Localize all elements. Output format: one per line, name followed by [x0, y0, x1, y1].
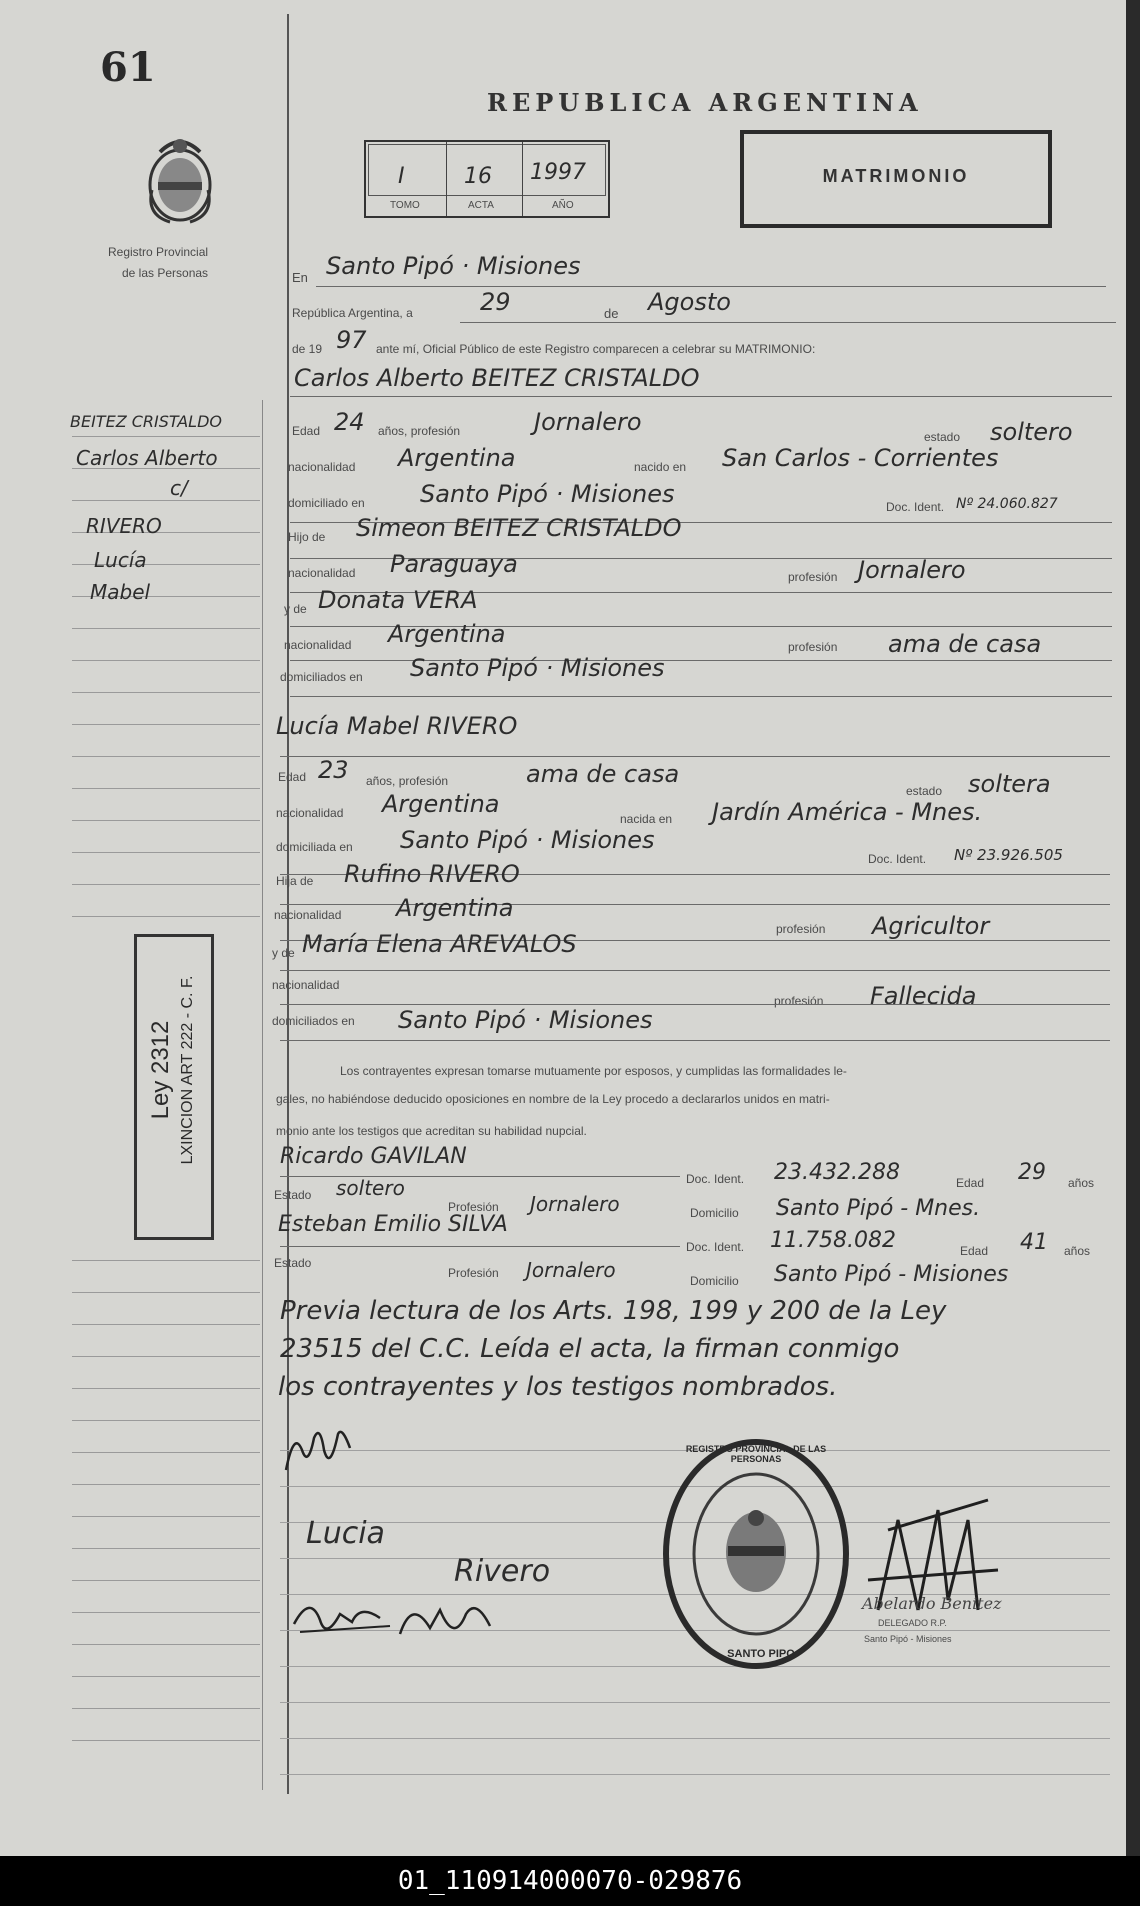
groom-estado: soltero	[990, 418, 1073, 446]
footer-bar	[0, 1856, 1140, 1906]
bride-signature-2: Rivero	[454, 1554, 551, 1589]
witness1-age-label: Edad	[956, 1176, 985, 1190]
margin-note-line6: Mabel	[90, 580, 151, 604]
registry-label-2: de las Personas	[122, 266, 209, 280]
groom-born-label: nacido en	[634, 460, 687, 474]
witness-signature-1	[280, 1420, 360, 1480]
official-name: Abelardo Benitez	[862, 1594, 1002, 1613]
side-stamp-line1: Ley 2312	[147, 1020, 174, 1120]
seal-bottom-text: SANTO PIPO	[727, 1648, 795, 1660]
witness1-dom-label: Domicilio	[690, 1206, 739, 1220]
margin-note-line3: c/	[170, 476, 188, 500]
witness1-estado: soltero	[336, 1176, 405, 1200]
groom-father-nac-label: nacionalidad	[288, 566, 356, 580]
bride-mother-label: y de	[272, 946, 295, 960]
footer-id: 01_110914000070-029876	[397, 1866, 743, 1896]
page-edge	[1126, 0, 1140, 1856]
bride-estado-label: estado	[906, 784, 943, 798]
groom-father: Simeon BEITEZ CRISTALDO	[356, 514, 682, 542]
witness2-prof-label: Profesión	[448, 1266, 499, 1280]
official-title: DELEGADO R.P.	[878, 1618, 947, 1628]
bride-age-label: Edad	[278, 770, 307, 784]
bride-dom-label: domiciliada en	[276, 840, 353, 854]
groom-doc: Nº 24.060.827	[956, 496, 1058, 512]
groom-mother-nac-label: nacionalidad	[284, 638, 352, 652]
coat-of-arms-icon	[140, 130, 220, 230]
witness1-doc: 23.432.288	[774, 1160, 900, 1185]
closing-line3: los contrayentes y los testigos nombrados.	[278, 1372, 838, 1402]
groom-parents-dom-label: domiciliados en	[280, 670, 363, 684]
registry-label-1: Registro Provincial	[108, 245, 209, 259]
closing-line2: 23515 del C.C. Leída el acta, la firman conmigo	[280, 1334, 900, 1364]
bride-mother-prof-label: profesión	[774, 994, 824, 1008]
witness2-name: Esteban Emilio SILVA	[278, 1212, 508, 1237]
country-prefix: República Argentina, a	[292, 306, 413, 320]
witness1-age: 29	[1018, 1160, 1046, 1185]
witness2-age: 41	[1020, 1230, 1048, 1255]
bride-mother: María Elena AREVALOS	[302, 930, 577, 958]
bride-name: Lucía Mabel RIVERO	[276, 712, 518, 740]
bride-father: Rufino RIVERO	[344, 860, 520, 888]
witness1-profession: Jornalero	[530, 1192, 620, 1216]
ano-label: AÑO	[552, 200, 574, 211]
place-value: Santo Pipó · Misiones	[326, 252, 581, 280]
bride-prof-label: años, profesión	[366, 774, 449, 788]
declaration-line3: monio ante los testigos que acreditan su habilidad nupcial.	[276, 1124, 587, 1138]
tomo-label: TOMO	[390, 200, 420, 211]
groom-nationality: Argentina	[398, 444, 516, 472]
groom-father-prof-label: profesión	[788, 570, 838, 584]
bride-doc: Nº 23.926.505	[954, 846, 1063, 864]
appear-text: ante mí, Oficial Público de este Registro comparecen a celebrar su MATRIMONIO:	[376, 342, 816, 356]
official-place: Santo Pipó - Misiones	[864, 1634, 952, 1644]
groom-birthplace: San Carlos - Corrientes	[722, 444, 999, 472]
bride-nationality: Argentina	[382, 790, 500, 818]
groom-mother-nationality: Argentina	[388, 620, 506, 648]
year-suffix: 97	[336, 326, 367, 354]
acta-value: 16	[464, 164, 492, 189]
closing-line1: Previa lectura de los Arts. 198, 199 y 200 de la Ley	[280, 1296, 947, 1326]
bride-born-label: nacida en	[620, 812, 673, 826]
ano-value: 1997	[530, 160, 586, 185]
bride-birthplace: Jardín América - Mnes.	[712, 798, 983, 826]
bride-father-label: Hija de	[276, 874, 314, 888]
witness2-estado-label: Estado	[274, 1256, 312, 1270]
witness2-age-unit: años	[1064, 1244, 1091, 1258]
groom-father-nationality: Paraguaya	[390, 550, 518, 578]
margin-note-line2: Carlos Alberto	[76, 446, 218, 470]
declaration-line2: gales, no habiéndose deducido oposiciones en nombre de la Ley procedo a declararlos unidos en matri-	[276, 1092, 830, 1106]
witness2-doc: 11.758.082	[770, 1228, 896, 1253]
groom-signature	[290, 1584, 510, 1654]
seal-text: REGISTRO PROVINCIAL DE LAS PERSONAS	[685, 1444, 827, 1464]
bride-father-nac-label: nacionalidad	[274, 908, 342, 922]
declaration-line1: Los contrayentes expresan tomarse mutuamente por esposos, y cumplidas las formalidades le-	[340, 1064, 847, 1078]
groom-age-label: Edad	[292, 424, 321, 438]
tomo-value: I	[398, 164, 405, 189]
witness1-domicile: Santo Pipó - Mnes.	[776, 1196, 981, 1221]
doc-type-box	[740, 130, 1052, 228]
acta-label: ACTA	[468, 200, 494, 211]
bride-mother-profession: Fallecida	[870, 982, 977, 1010]
groom-nac-label: nacionalidad	[288, 460, 356, 474]
witness2-age-label: Edad	[960, 1244, 989, 1258]
groom-father-label: Hijo de	[288, 530, 326, 544]
groom-mother-profession: ama de casa	[888, 630, 1042, 658]
bride-estado: soltera	[968, 770, 1051, 798]
witness1-estado-label: Estado	[274, 1188, 312, 1202]
witness1-prof-label: Profesión	[448, 1200, 499, 1214]
bride-father-profession: Agricultor	[872, 912, 990, 940]
day-value: 29	[480, 288, 511, 316]
witness2-profession: Jornalero	[526, 1258, 616, 1282]
bride-signature-1: Lucia	[306, 1516, 385, 1551]
witness2-doc-label: Doc. Ident.	[686, 1240, 745, 1254]
bride-age: 23	[318, 756, 349, 784]
bride-nac-label: nacionalidad	[276, 806, 344, 820]
groom-doc-label: Doc. Ident.	[886, 500, 945, 514]
day-sep: de	[604, 306, 619, 321]
place-prefix: En	[292, 270, 308, 285]
groom-father-profession: Jornalero	[858, 556, 966, 584]
bride-mother-nac-label: nacionalidad	[272, 978, 340, 992]
side-stamp	[134, 934, 214, 1240]
groom-domicile: Santo Pipó · Misiones	[420, 480, 675, 508]
bride-profession: ama de casa	[526, 760, 680, 788]
bride-doc-label: Doc. Ident.	[868, 852, 927, 866]
margin-note-line5: Lucía	[94, 548, 147, 572]
witness1-name: Ricardo GAVILAN	[280, 1144, 467, 1169]
groom-mother-label: y de	[284, 602, 307, 616]
groom-age: 24	[334, 408, 365, 436]
side-stamp-line2: LXINCION ART 222 - C. F.	[179, 975, 196, 1165]
groom-parents-domicile: Santo Pipó · Misiones	[410, 654, 665, 682]
record-number-box	[364, 140, 610, 218]
groom-profession: Jornalero	[534, 408, 642, 436]
registry-seal-icon	[656, 1434, 856, 1674]
doc-type-label: MATRIMONIO	[822, 166, 970, 186]
groom-name: Carlos Alberto BEITEZ CRISTALDO	[294, 364, 700, 392]
groom-mother: Donata VERA	[318, 586, 478, 614]
year-prefix: de 19	[292, 342, 323, 356]
witness2-domicile: Santo Pipó - Misiones	[774, 1262, 1009, 1287]
bride-parents-domicile: Santo Pipó · Misiones	[398, 1006, 653, 1034]
witness1-doc-label: Doc. Ident.	[686, 1172, 745, 1186]
folio-number: 61	[100, 44, 156, 91]
groom-dom-label: domiciliado en	[288, 496, 365, 510]
groom-prof-label: años, profesión	[378, 424, 461, 438]
margin-note-line1: BEITEZ CRISTALDO	[70, 412, 222, 431]
witness2-dom-label: Domicilio	[690, 1274, 739, 1288]
month-value: Agosto	[648, 288, 731, 316]
bride-domicile: Santo Pipó · Misiones	[400, 826, 655, 854]
country-title: REPUBLICA ARGENTINA	[487, 88, 923, 117]
bride-father-nationality: Argentina	[396, 894, 514, 922]
bride-parents-dom-label: domiciliados en	[272, 1014, 355, 1028]
groom-estado-label: estado	[924, 430, 961, 444]
witness1-age-unit: años	[1068, 1176, 1095, 1190]
groom-mother-prof-label: profesión	[788, 640, 838, 654]
margin-note-line4: RIVERO	[86, 514, 162, 538]
bride-father-prof-label: profesión	[776, 922, 826, 936]
